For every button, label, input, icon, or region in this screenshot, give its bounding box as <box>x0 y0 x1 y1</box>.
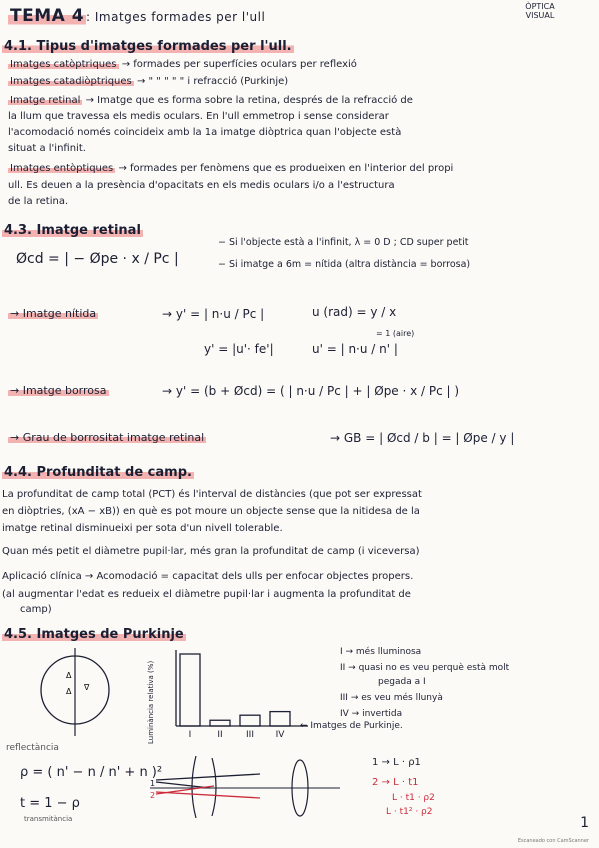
s41-line-1: Imatges catòptriques → formades per superfícies oculars per reflexió <box>10 59 357 70</box>
chart-bar-I <box>180 654 200 726</box>
s41-line-9: de la retina. <box>8 196 69 207</box>
chart-x-label: ← Imatges de Purkinje. <box>300 721 403 731</box>
legend-2a: II → quasi no es veu perquè està molt <box>340 663 510 673</box>
s41-line-6: situat a l'infinit. <box>8 143 86 154</box>
legend-3: III → es veu més llunyà <box>340 693 443 703</box>
s44-line-2: en diòptries, (xA − xB)) en què es pot moure un objecte sense que la nitidesa de la <box>2 506 420 517</box>
label-transmitancia: transmitància <box>24 815 73 823</box>
formula-t: t = 1 − ρ <box>20 796 80 811</box>
s41-line-2: Imatges catadiòptriques → " " " " " i refracció (Purkinje) <box>10 76 289 87</box>
chart-tick-label-III: III <box>246 730 254 740</box>
s44-line-7: camp) <box>20 604 52 615</box>
s44-line-1: La profunditat de camp total (PCT) és l'interval de distàncies (que pot ser expressat <box>2 489 422 500</box>
svg-text:1: 1 <box>150 779 156 788</box>
chart-bar-IV <box>270 712 290 726</box>
result-2b: L · t1 · ρ2 <box>392 793 435 803</box>
s41-line-4: la llum que travessa els medis oculars. En l'ull emmetrop i sense considerar <box>8 111 389 122</box>
result-2: 2 → L · t1 <box>372 777 419 788</box>
formula-y-prime-2: y' = |u'· fe'| <box>204 342 274 356</box>
s41-line-3: Imatge retinal → Imatge que es forma sobre la retina, després de la refracció de <box>10 95 413 106</box>
label-borrosa: → Imatge borrosa <box>10 384 107 397</box>
section-4-1-heading: 4.1. Tipus d'imatges formades per l'ull. <box>4 39 292 54</box>
s41-line-7: Imatges entòptiques → formades per fenòmens que es produeixen en l'interior del propi <box>10 163 454 174</box>
s44-line-5: Aplicació clínica → Acomodació = capacitat dels ulls per enfocar objectes propers. <box>2 571 414 582</box>
chart-tick-label-II: II <box>217 730 223 740</box>
course-label <box>510 2 570 20</box>
note-aire: = 1 (aire) <box>376 329 415 338</box>
s44-line-6: (al augmentar l'edat es redueix el diàmetre pupil·lar i augmenta la profunditat de <box>2 589 411 600</box>
legend-4: IV → invertida <box>340 709 403 719</box>
formula-y-prime-1: → y' = | n·u / Pc | <box>162 307 265 321</box>
s41-line-8: ull. Es deuen a la presència d'opacitats en els medis oculars i/o a l'estructura <box>8 180 395 191</box>
chart-bar-II <box>210 720 230 726</box>
ray-diagram <box>150 752 350 822</box>
formula-ocd: Øcd = | − Øpe · x / Pc | <box>16 251 179 267</box>
course-line-2: VISUAL <box>525 11 555 20</box>
svg-text:Δ: Δ <box>66 687 72 696</box>
section-4-5-heading: 4.5. Imatges de Purkinje <box>4 627 184 642</box>
legend-1: I → més lluminosa <box>340 647 422 657</box>
formula-u-rad: u (rad) = y / x <box>312 305 397 319</box>
chart-tick-label-I: I <box>188 730 192 740</box>
legend-2b: pegada a I <box>378 677 426 687</box>
formula-rho: ρ = ( n' − n / n' + n )² <box>20 765 163 780</box>
result-1: 1 → L · ρ1 <box>372 757 421 768</box>
note-infinite: − Si l'objecte està a l'infinit, λ = 0 D ; CD super petit <box>218 237 469 248</box>
chart-bar-III <box>240 715 260 726</box>
formula-gb: → GB = | Øcd / b | = | Øpe / y | <box>330 431 515 445</box>
svg-text:2: 2 <box>150 791 156 800</box>
label-reflectancia: reflectància <box>6 743 59 753</box>
formula-borrosa: → y' = (b + Øcd) = ( | n·u / Pc | + | Øpe · x / Pc | ) <box>162 384 460 398</box>
title-subtitle: : Imatges formades per l'ull <box>86 10 266 24</box>
label-nitida: → Imatge nítida <box>10 307 97 320</box>
section-4-4-heading: 4.4. Profunditat de camp. <box>4 465 192 480</box>
course-line-1: ÒPTICA <box>525 2 555 11</box>
title-main: TEMA 4 <box>10 6 85 26</box>
section-4-3-heading: 4.3. Imatge retinal <box>4 223 141 238</box>
svg-text:Δ: Δ <box>66 671 72 680</box>
page-number: 1 <box>580 815 589 831</box>
page-title <box>8 8 265 25</box>
scanner-watermark: Escaneado con CamScanner <box>517 838 589 844</box>
s44-line-4: Quan més petit el diàmetre pupil·lar, més gran la profunditat de camp (i viceversa) <box>2 546 420 557</box>
s44-line-3: imatge retinal disminueixi per sota d'un nivell tolerable. <box>2 523 283 534</box>
purkinje-chart <box>158 648 323 748</box>
chart-y-label: Luminància relativa (%) <box>147 660 155 744</box>
chart-tick-label-IV: IV <box>275 730 285 740</box>
label-grau-borrositat: → Grau de borrositat imatge retinal <box>10 431 205 444</box>
note-6m: − Si imatge a 6m = nítida (altra distància = borrosa) <box>218 259 471 270</box>
formula-u-prime: u' = | n·u / n' | <box>312 342 398 356</box>
svg-text:∇: ∇ <box>84 683 90 692</box>
s41-line-5: l'acomodació només coincideix amb la 1a imatge diòptrica quan l'objecte està <box>8 127 402 138</box>
eye-sketch <box>30 648 140 738</box>
result-2c: L · t1² · ρ2 <box>386 807 433 817</box>
